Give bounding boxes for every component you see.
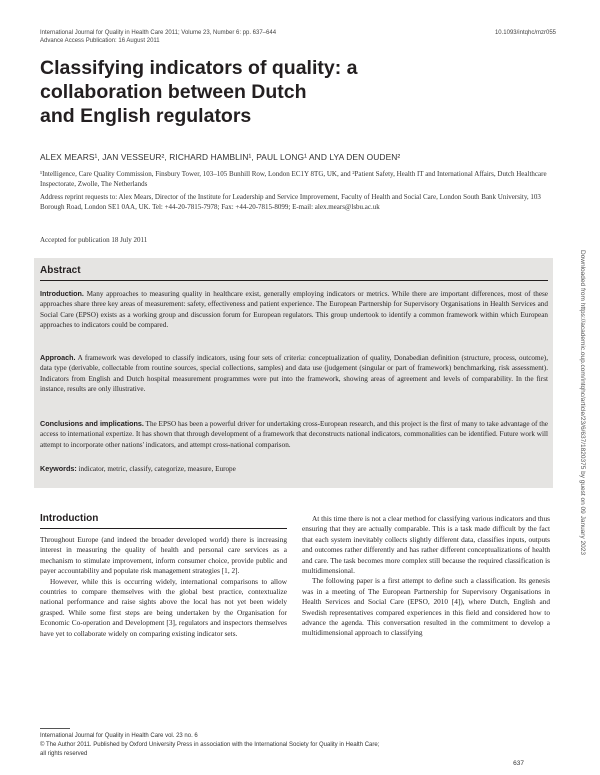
doi[interactable]: 10.1093/intqhc/mzr055: [494, 30, 556, 36]
title-line: collaboration between Dutch: [40, 81, 307, 103]
title-line: and English regulators: [40, 105, 252, 127]
title-line: Classifying indicators of quality: a: [40, 57, 358, 79]
body-paragraph: At this time there is not a clear method for classifying various indicators and thus ensuring that they are actually comparable. This is a task made difficult by the fact that each system inevitably collects slightly different data, classifies inputs, outputs and outcomes rather differently and has rather different conceptualizations of health and care. The task becomes more complex still because the required classification is multidimensional.: [302, 514, 550, 576]
abstract-rule: [40, 280, 548, 281]
download-watermark: [577, 250, 587, 740]
page-footer: [40, 732, 379, 758]
page-number: 637: [513, 760, 524, 767]
body-column-left: [40, 535, 287, 639]
footer-rule: [40, 728, 70, 729]
author-list: ALEX MEARS¹, JAN VESSEUR², RICHARD HAMBLIN¹, PAUL LONG¹ AND LYA DEN OUDEN²: [40, 152, 401, 162]
footer-journal: International Journal for Quality in Health Care vol. 23 no. 6: [40, 733, 198, 739]
footer-rights: all rights reserved: [40, 750, 88, 757]
abstract-heading: Abstract: [40, 265, 81, 276]
abstract-section-text: The EPSO has been a powerful driver for undertaking cross-European research, and this project is the first of many to take advantage of the access to international expertize. It has shown that through development of a framework that deconstructs national indicators, commonalities can be identified. Future work will attempt to incorporate other nations' indicators, and attempt cross-national comparison.: [40, 420, 548, 449]
abstract-section-label: Introduction.: [40, 289, 84, 298]
abstract-conclusions: [40, 419, 548, 450]
accepted-date: Accepted for publication 18 July 2011: [40, 236, 148, 244]
abstract-approach: [40, 353, 548, 394]
running-header: [40, 29, 276, 45]
footer-copyright: © The Author 2011. Published by Oxford University Press in association with the International Society for Quality in Health Care;: [40, 741, 380, 748]
abstract-keywords: [40, 464, 548, 474]
abstract-section-text: Many approaches to measuring quality in healthcare exist, generally employing indicators or metrics. While there are important differences, most of these approaches share three key areas of measurement: safety, effectiveness and patient experience. The European Partnership for Supervisory Organisations in Health Services and Social Care (EPSO) exists as a working group and discussion forum for European regulators. This group undertook to identify a common framework within which European approaches to indicators could be compared.: [40, 290, 548, 329]
download-notice: Downloaded from https://academic.oup.com/intqhc/article/23/6/637/1820375 by guest on 09 January 2023: [579, 250, 586, 555]
introduction-rule: [40, 528, 287, 529]
body-paragraph: Throughout Europe (and indeed the broader developed world) there is increasing interest in measuring the quality of health and personal care services as a mechanism to stimulate improvement, inform consumer choice, provide public and payer accountability and populate risk management strategies [1, 2].: [40, 535, 287, 576]
abstract-section-label: Conclusions and implications.: [40, 419, 144, 428]
keywords-label: Keywords:: [40, 464, 77, 473]
introduction-heading: Introduction: [40, 513, 99, 524]
reprint-address: Address reprint requests to: Alex Mears, Director of the Institute for Leadership and Service Improvement, Faculty of Health and Social Care, London South Bank University, 103 Borough Road, London SE1 0AA, UK. Tel: +44-20-7815-7978; Fax: +44-20-7815-8099; E-mail: alex.mears@lsbu.ac.uk: [40, 193, 541, 211]
abstract-section-label: Approach.: [40, 353, 76, 362]
journal-citation: International Journal for Quality in Health Care 2011; Volume 23, Number 6: pp. 637–644: [40, 30, 277, 36]
affiliations: ¹Intelligence, Care Quality Commission, Finsbury Tower, 103–105 Bunhill Row, London EC1Y 8TG, UK, and ²Patient Safety, Health IT and International Affairs, Dutch Healthcare Inspectorate, Zwolle, The Netherlands: [40, 170, 547, 188]
abstract-section-text: A framework was developed to classify indicators, using four sets of criteria: conceptualization of quality, Donabedian definition (structure, process, outcome), data type (derivable, collectable from routine sources, special collections, samples) and data use (judgement (singular or part of framework) benchmarking, risk assessment). Indicators from English and Dutch hospital measurement programmes were put into the framework, showing areas of agreement and levels of comparability. In the first instance, results are only illustrative.: [40, 354, 548, 393]
advance-access-line: Advance Access Publication: 16 August 2011: [40, 38, 160, 44]
article-title: [40, 56, 440, 128]
body-column-right: [302, 514, 550, 639]
body-paragraph: However, while this is occurring widely, international comparisons to allow countries to compare themselves with the global best practice, contextualize national performance and raise sights above the local has not yet been widely grasped. While some first steps are being undertaken by the Organisation for Economic Co-operation and Development [3], regulators and inspectors themselves have yet to collaborate widely on comparing existing indicator sets.: [40, 576, 287, 638]
keywords-list: indicator, metric, classify, categorize, measure, Europe: [76, 465, 236, 473]
abstract-introduction: [40, 289, 548, 330]
body-paragraph: The following paper is a first attempt to define such a classification. Its genesis was in a meeting of The European Partnership for Supervisory Organisations in Health Services and Social Care (EPSO, 2010 [4]), where Dutch, English and Swedish representatives compared experiences in this field and considered how to advance the agenda. This conversation resulted in the commitment to develop a multidimensional approach to classifying: [302, 576, 550, 638]
